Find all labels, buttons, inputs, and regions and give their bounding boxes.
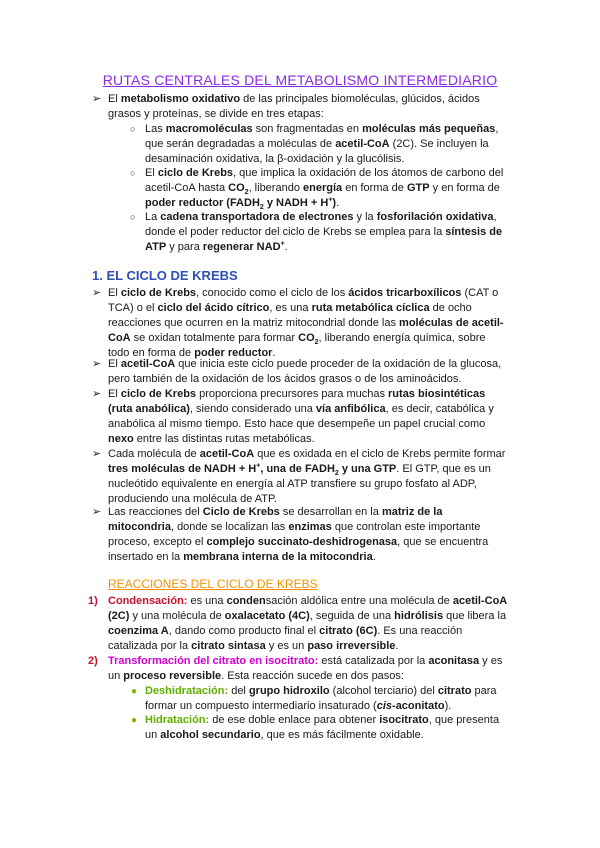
circle-bullet-icon: ○: [130, 212, 136, 222]
green-bullet-icon: ●: [131, 715, 138, 726]
reaction-2-transformation: Transformación del citrato en isocitrato: está catalizada por la aconitasa y es un proceso reversible. Esta reacción sucede en dos pasos:: [108, 655, 503, 682]
acetil-coa-origin-paragraph: El acetil-CoA que inicia este ciclo puede proceder de la oxidación de la glucosa, pero también de la oxidación de los ácidos grasos o de los aminoácidos.: [108, 358, 502, 385]
yield-paragraph: Cada molécula de acetil-CoA que es oxidada en el ciclo de Krebs permite formar tres moléculas de NADH + H+, una de $FADH_2$ y una GTP. El GTP, que es un nucleótido equivalente en energía al ATP transfiere su grupo fosfato al ADP, produciendo una molécula de ATP.: [108, 448, 506, 505]
arrow-bullet-icon: ➢: [92, 93, 102, 105]
arrow-bullet-icon: ➢: [92, 506, 102, 518]
section-heading-krebs: 1. EL CICLO DE KREBS: [92, 268, 238, 283]
arrow-bullet-icon: ➢: [92, 358, 102, 370]
amphibolic-paragraph: El ciclo de Krebs proporciona precursores para muchas rutas biosintéticas (ruta anabólica), siendo considerado una vía anfibólica, es decir, catabólica y anabólica al mismo tiempo. Esto hace que desempeñe un papel crucial como nexo entre las distintas rutas metabólicas.: [108, 388, 494, 445]
intro-paragraph: El metabolismo oxidativo de las principales biomoléculas, glúcidos, ácidos grasos y proteínas, se divide en tres etapas:: [108, 93, 480, 120]
step-dehydration: Deshidratación: del grupo hidroxilo (alcohol terciario) del citrato para formar un compuesto intermediario insaturado (cis-aconitato).: [145, 685, 497, 712]
list-number: 1): [88, 595, 98, 607]
arrow-bullet-icon: ➢: [92, 448, 102, 460]
reaction-1-condensation: Condensación: es una condensación aldólica entre una molécula de acetil-CoA (2C) y una molécula de oxalacetato (4C), seguida de una hidrólisis que libera la coenzima A, dando como producto final el citrato (6C). Es una reacción catalizada por la citrato sintasa y es un paso irreversible.: [108, 595, 507, 652]
arrow-bullet-icon: ➢: [92, 287, 102, 299]
arrow-bullet-icon: ➢: [92, 388, 102, 400]
stage-2-item: El ciclo de Krebs, que implica la oxidación de los átomos de carbono del acetil-CoA hasta $CO_2$, liberando energía en forma de GTP y en forma de poder reductor ($FADH_2$ y NADH + H+).: [145, 167, 504, 212]
krebs-definition-paragraph: El ciclo de Krebs, conocido como el ciclo de los ácidos tricarboxílicos (CAT o TCA) o el ciclo del ácido cítrico, es una ruta metabólica cíclica de ocho reacciones que ocurren en la matriz mitocondrial donde las moléculas de acetil-CoA se oxidan totalmente para formar $CO_2$, liberando energía química, sobre todo en forma de poder reductor.: [108, 287, 504, 359]
green-bullet-icon: ●: [131, 686, 138, 697]
list-number: 2): [88, 655, 98, 667]
stage-3-item: La cadena transportadora de electrones y la fosforilación oxidativa, donde el poder reductor del ciclo de Krebs se emplea para la síntesis de ATP y para regenerar NAD+.: [145, 211, 503, 253]
stage-1-item: Las macromoléculas son fragmentadas en moléculas más pequeñas, que serán degradadas a moléculas de acetil-CoA (2C). Se incluyen la desaminación oxidativa, la β-oxidación y la glucólisis.: [145, 123, 499, 165]
location-paragraph: Las reacciones del Ciclo de Krebs se desarrollan en la matriz de la mitocondria, donde se localizan las enzimas que controlan este importante proceso, excepto el complejo succinato-deshidrogenasa, que se encuentra insertado en la membrana interna de la mitocondria.: [108, 506, 489, 563]
step-hydration: Hidratación: de ese doble enlace para obtener isocitrato, que presenta un alcohol secundario, que es más fácilmente oxidable.: [145, 714, 500, 741]
circle-bullet-icon: ○: [130, 124, 136, 134]
circle-bullet-icon: ○: [130, 168, 136, 178]
section-heading-reactions: REACCIONES DEL CICLO DE KREBS: [108, 577, 318, 591]
page-title: RUTAS CENTRALES DEL METABOLISMO INTERMEDIARIO: [102, 72, 498, 88]
